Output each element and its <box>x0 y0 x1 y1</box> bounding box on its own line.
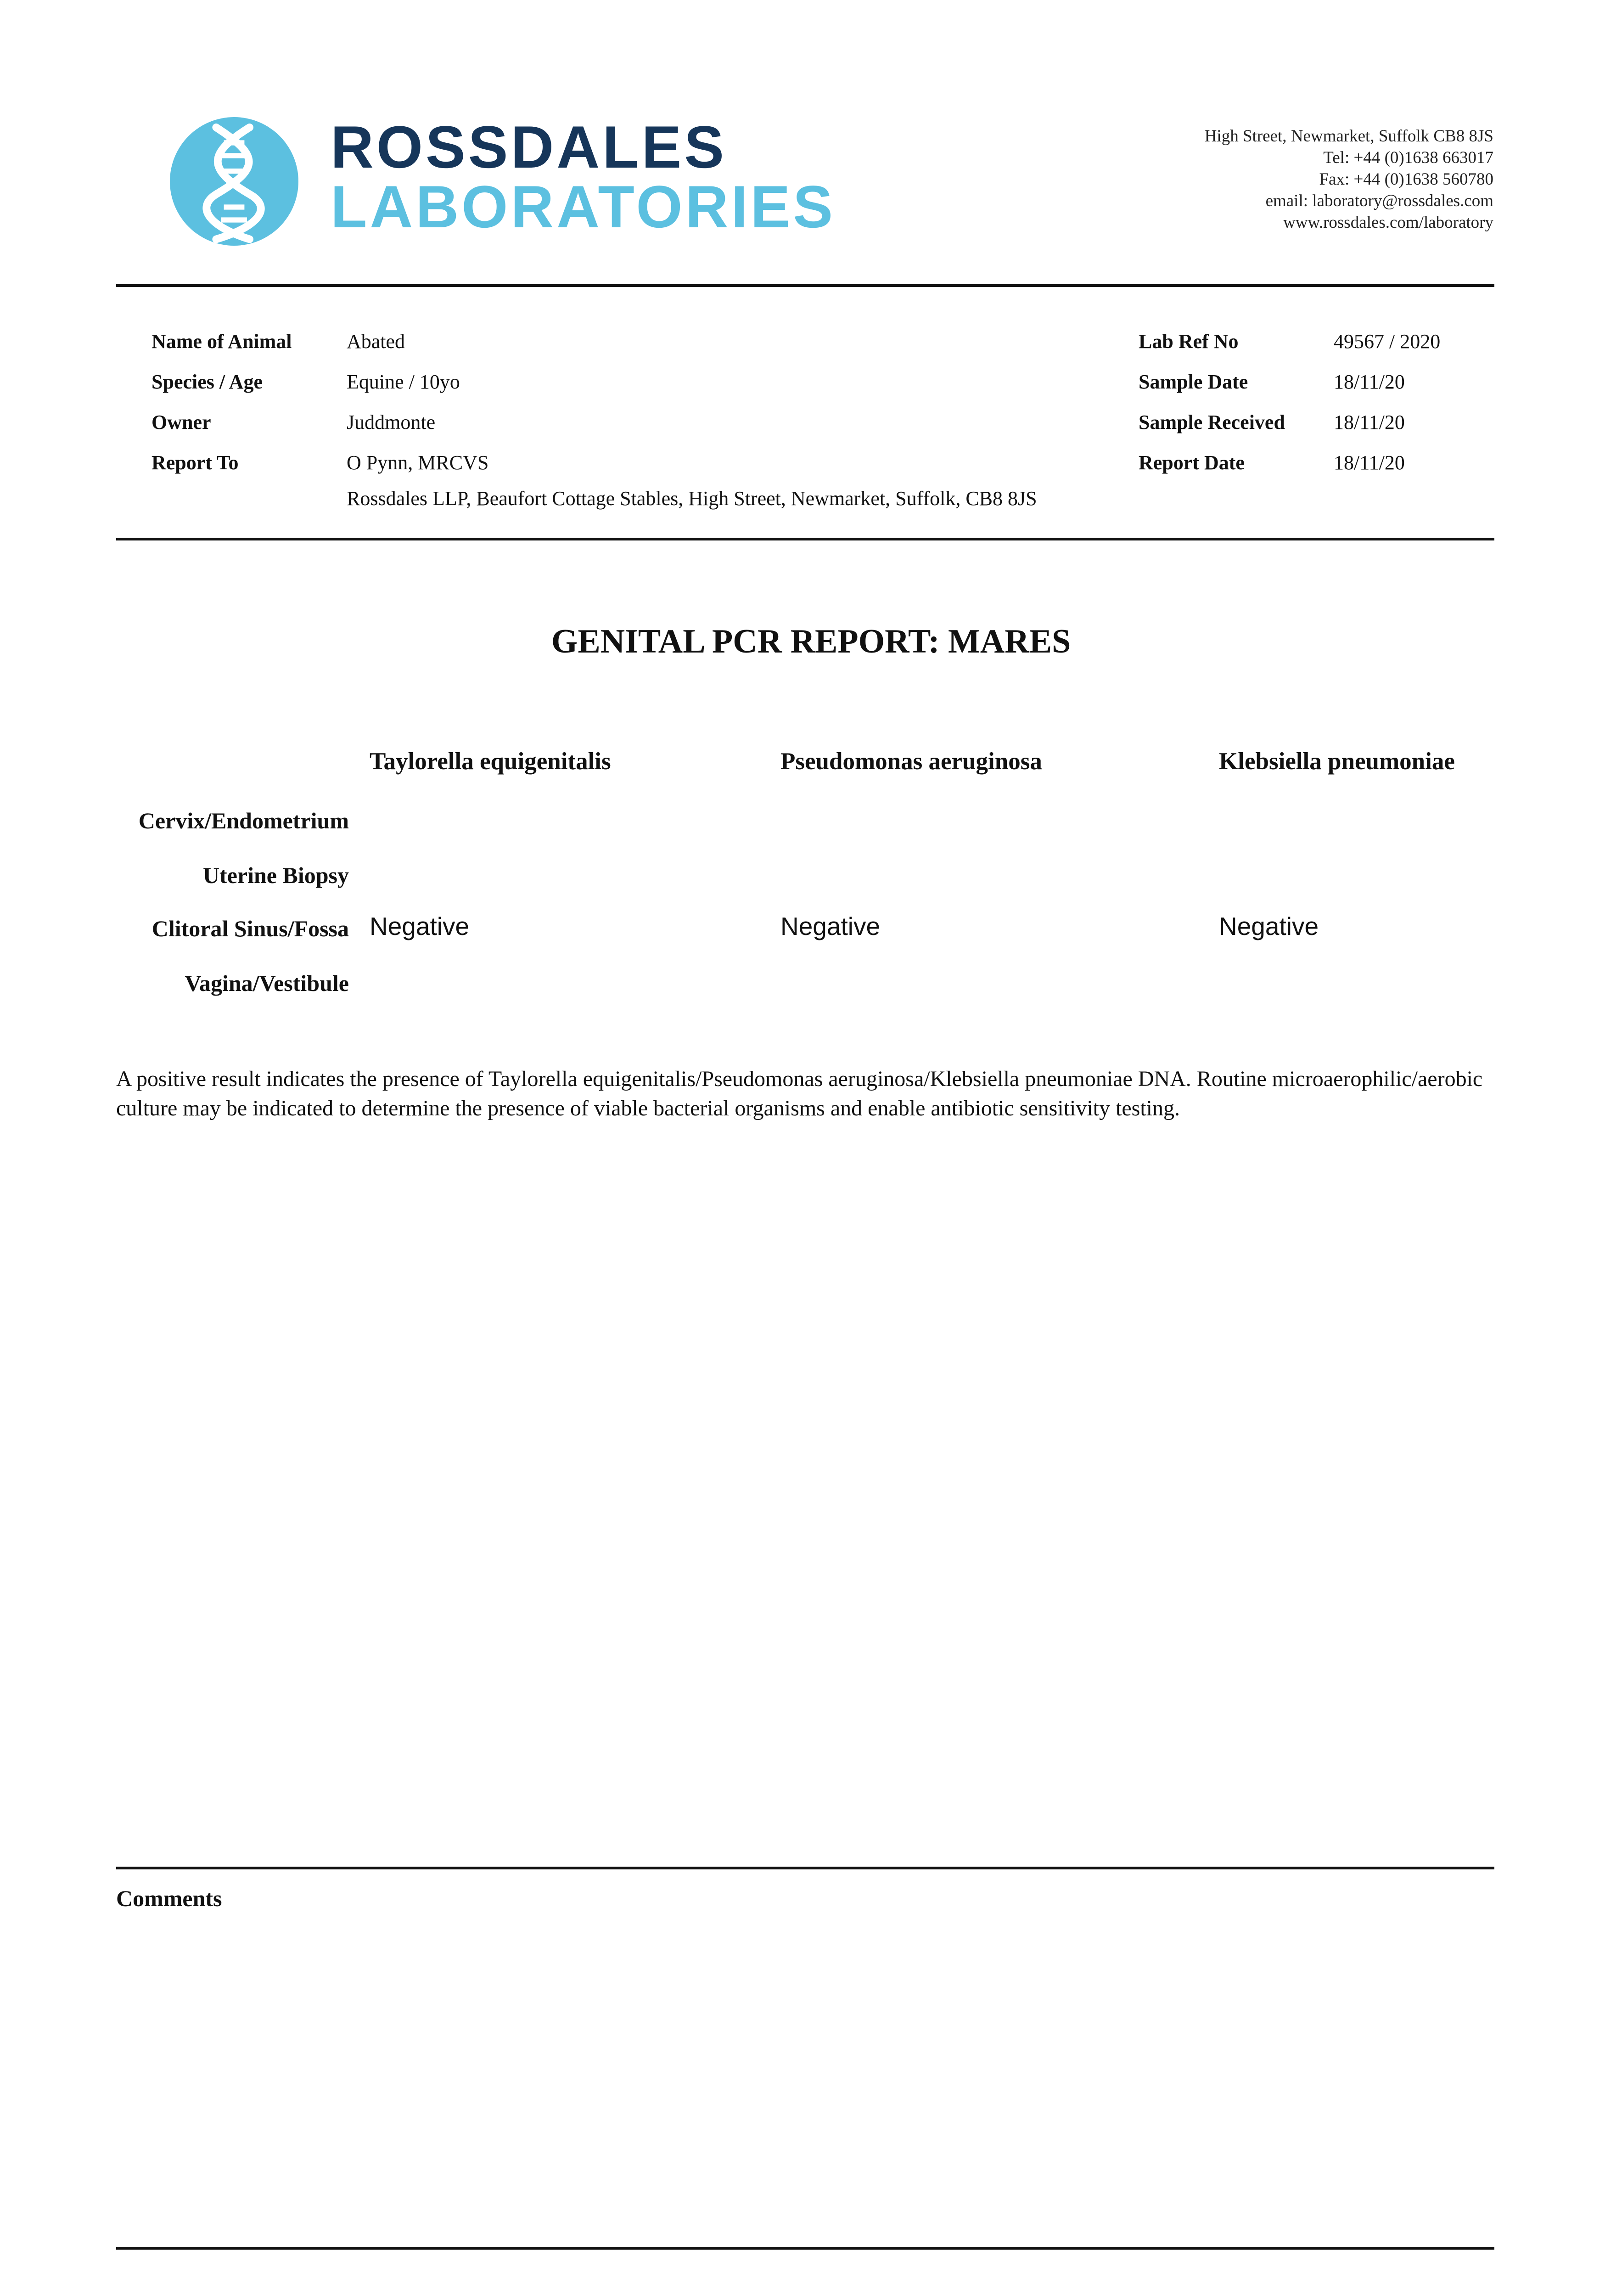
info-divider <box>116 538 1494 540</box>
info-label: Report To <box>152 451 239 474</box>
sample-site: Uterine Biopsy <box>202 862 349 888</box>
info-left-labels <box>152 321 344 483</box>
result-note: A positive result indicates the presence of Taylorella equigenitalis/Pseudomonas aeruginosa/Klebsiella pneumoniae DNA. Routine microaerophilic/aerobic culture may be indicated to determine the presence of viable bacterial organisms and enable antibiotic sensitivity testing. <box>116 1067 1483 1120</box>
info-label: Sample Date <box>1139 371 1248 393</box>
info-label: Lab Ref No <box>1139 330 1239 353</box>
comments-heading: Comments <box>116 1885 222 1911</box>
report-title: GENITAL PCR REPORT: MARES <box>551 623 1071 660</box>
info-label: Species / Age <box>152 371 263 393</box>
contact-fax: Fax: +44 (0)1638 560780 <box>1319 170 1493 189</box>
lab-ref-no: 49567 / 2020 <box>1334 330 1441 353</box>
info-label: Sample Received <box>1139 411 1285 433</box>
info-label: Name of Animal <box>152 330 292 353</box>
info-left-values <box>347 321 488 483</box>
header-divider <box>116 284 1494 287</box>
sample-received: 18/11/20 <box>1334 411 1405 433</box>
comments-divider <box>116 1867 1494 1869</box>
report-date: 18/11/20 <box>1334 451 1405 474</box>
animal-name: Abated <box>347 330 405 353</box>
report-address: Rossdales LLP, Beaufort Cottage Stables, High Street, Newmarket, Suffolk, CB8 8JS <box>347 487 1037 510</box>
contact-website: www.rossdales.com/laboratory <box>1283 213 1493 232</box>
dna-helix-icon <box>170 117 298 246</box>
organism-header: Klebsiella pneumoniae <box>1219 748 1455 775</box>
info-right-values <box>1334 321 1440 483</box>
organism-header: Pseudomonas aeruginosa <box>780 748 1042 775</box>
brand-name: ROSSDALES <box>331 113 727 180</box>
contact-block <box>1205 125 1493 233</box>
contact-tel: Tel: +44 (0)1638 663017 <box>1323 148 1493 167</box>
report-to: O Pynn, MRCVS <box>347 451 489 474</box>
result-cell: Negative <box>780 912 881 940</box>
sample-site: Clitoral Sinus/Fossa <box>152 916 349 941</box>
result-cell: Negative <box>370 912 470 940</box>
species-age: Equine / 10yo <box>347 371 460 393</box>
contact-email: email: laboratory@rossdales.com <box>1265 191 1493 210</box>
info-right-labels <box>1139 321 1285 483</box>
sample-site: Cervix/Endometrium <box>138 808 349 833</box>
result-cell: Negative <box>1219 912 1319 940</box>
brand-subname: LABORATORIES <box>331 173 836 240</box>
lab-logo <box>170 115 836 248</box>
footer-divider <box>116 2247 1494 2250</box>
sample-date: 18/11/20 <box>1334 371 1405 393</box>
info-label: Report Date <box>1139 451 1245 474</box>
info-label: Owner <box>152 411 211 433</box>
organism-header: Taylorella equigenitalis <box>370 748 611 775</box>
owner: Juddmonte <box>347 411 436 433</box>
sample-site: Vagina/Vestibule <box>185 970 349 996</box>
contact-address: High Street, Newmarket, Suffolk CB8 8JS <box>1204 127 1493 146</box>
